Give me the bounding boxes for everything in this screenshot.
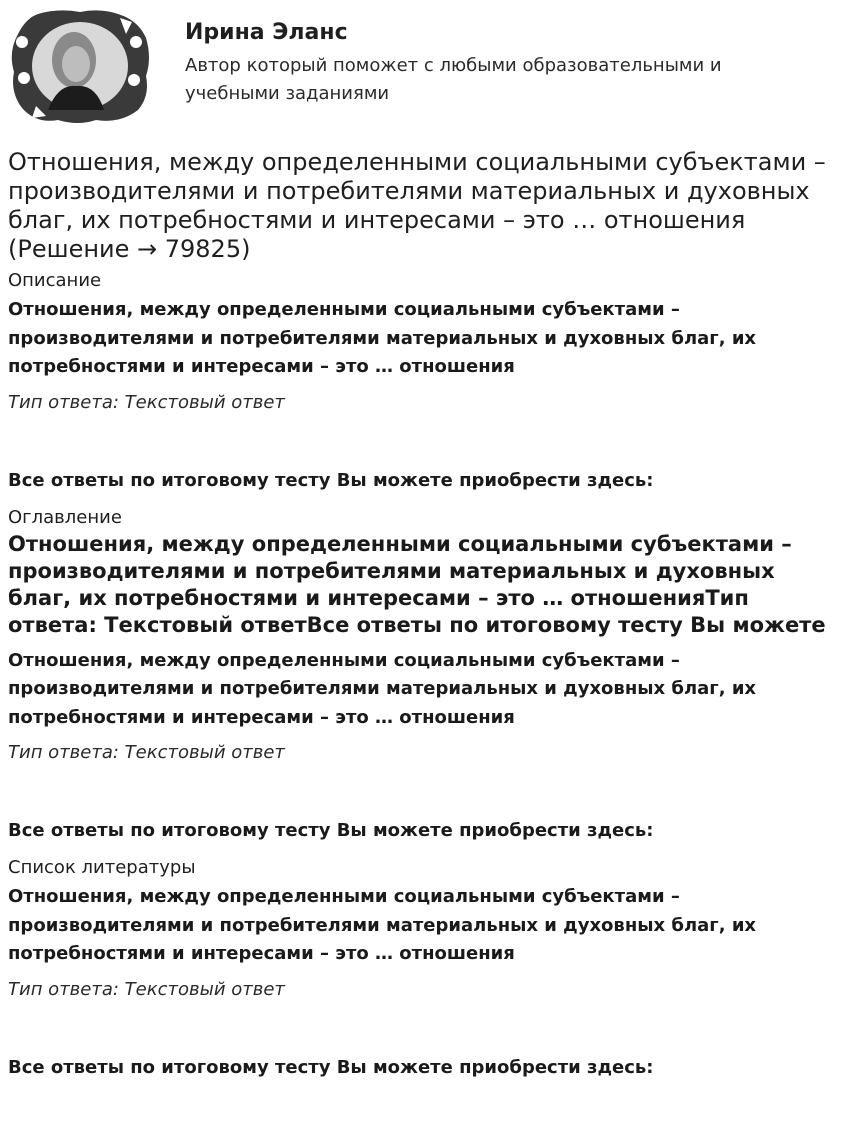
section-label-toc: Оглавление <box>8 506 122 528</box>
answer-type: Тип ответа: Текстовый ответ <box>8 391 285 413</box>
question-text: Отношения, между определенными социальными субъектами – производителями и потребителями материальных и духовных благ, их потребностями и интересами – это … отношения <box>8 886 757 964</box>
toc-heading: Отношения, между определенными социальными субъектами – производителями и потребителями материальных и духовных благ, их потребностями и интересами – это … отношенияТип ответа: Текстовый ответВсе ответы по итоговому тесту Вы можете <box>8 531 826 637</box>
buy-note: Все ответы по итоговому тесту Вы можете приобрести здесь: <box>8 469 654 491</box>
author-description: Автор который поможет с любыми образовательными и учебными заданиями <box>185 55 722 104</box>
question-text: Отношения, между определенными социальными субъектами – производителями и потребителями материальных и духовных благ, их потребностями и интересами – это … отношения <box>8 299 757 377</box>
frame-hole-left-bottom <box>18 72 30 84</box>
author-card <box>8 8 838 128</box>
frame-hole-right-bottom <box>128 74 140 86</box>
answer-type: Тип ответа: Текстовый ответ <box>8 742 285 763</box>
buy-note: Все ответы по итоговому тесту Вы можете приобрести здесь: <box>8 1056 654 1078</box>
section-literature <box>8 857 838 1079</box>
frame-hole-right-top <box>130 36 142 48</box>
answer-type: Тип ответа: Текстовый ответ <box>8 978 285 1000</box>
page-title: Отношения, между определенными социальными субъектами – производителями и потребителями материальных и духовных благ, их потребностями и интересами – это … отношения (Решение → 79825) <box>8 148 826 263</box>
section-label-literature: Список литературы <box>8 857 196 878</box>
photo-face <box>62 46 90 82</box>
author-avatar <box>8 8 150 126</box>
section-description <box>8 270 838 492</box>
section-toc <box>8 507 838 843</box>
buy-note: Все ответы по итоговому тесту Вы можете приобрести здесь: <box>8 820 654 841</box>
main-content <box>8 148 838 1079</box>
author-name: Ирина Эланс <box>185 20 348 45</box>
frame-hole-left-top <box>16 36 28 48</box>
question-text: Отношения, между определенными социальными субъектами – производителями и потребителями материальных и духовных благ, их потребностями и интересами – это … отношения <box>8 649 757 728</box>
section-label-description: Описание <box>8 270 102 291</box>
